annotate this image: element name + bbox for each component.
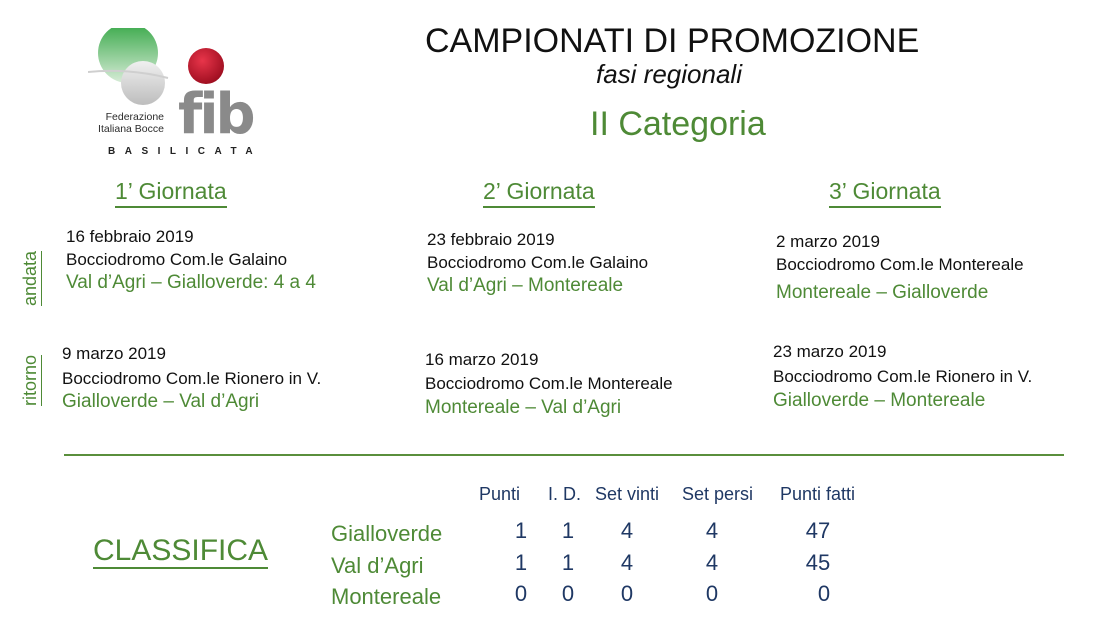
- fib-logo: [88, 28, 278, 160]
- g3-andata-match: Montereale – Gialloverde: [776, 282, 989, 303]
- col-header-punti: Punti: [479, 484, 521, 504]
- andata-label: andata: [20, 250, 40, 306]
- standings-value: 0: [817, 581, 831, 606]
- standings-value: 1: [561, 550, 575, 575]
- standings-value: 47: [805, 518, 831, 543]
- col-header-set-vinti: Set vinti: [595, 484, 660, 504]
- g1-andata-match: Val d’Agri – Gialloverde: 4 a 4: [66, 272, 316, 293]
- standings-value: 4: [705, 550, 719, 575]
- g1-andata-date: 16 febbraio 2019: [66, 227, 194, 246]
- standings-value: 0: [514, 581, 528, 606]
- col-header-id: I. D.: [548, 484, 582, 504]
- standings-value: 4: [620, 518, 634, 543]
- g2-ritorno-match: Montereale – Val d’Agri: [425, 397, 622, 418]
- g3-ritorno-date: 23 marzo 2019: [773, 342, 887, 361]
- g1-ritorno-match: Gialloverde – Val d’Agri: [62, 391, 260, 412]
- g2-andata-date: 23 febbraio 2019: [427, 230, 555, 249]
- ritorno-label: ritorno: [20, 354, 40, 406]
- standings-value: 1: [561, 518, 575, 543]
- giornata-3-heading: 3’ Giornata: [829, 178, 941, 208]
- logo-line-1: Federazione: [105, 111, 164, 123]
- standings-value: 0: [705, 581, 719, 606]
- standings-team: Gialloverde: [331, 521, 443, 546]
- g1-andata-venue: Bocciodromo Com.le Galaino: [66, 250, 288, 269]
- g3-andata-venue: Bocciodromo Com.le Montereale: [776, 255, 1024, 274]
- standings-value: 45: [805, 550, 831, 575]
- g2-andata-venue: Bocciodromo Com.le Galaino: [427, 253, 649, 272]
- logo-line-2: Italiana Bocce: [98, 123, 164, 135]
- page-subtitle: fasi regionali: [596, 59, 742, 89]
- standings-team: Montereale: [331, 584, 442, 609]
- g2-andata-match: Val d’Agri – Montereale: [427, 275, 624, 296]
- giornata-1-heading: 1’ Giornata: [115, 178, 227, 208]
- standings-value: 4: [620, 550, 634, 575]
- logo-acronym: fib: [178, 82, 253, 147]
- classifica-title: CLASSIFICA: [93, 534, 269, 567]
- g3-ritorno-match: Gialloverde – Montereale: [773, 390, 986, 411]
- col-header-punti-fatti: Punti fatti: [780, 484, 856, 504]
- page-title: CAMPIONATI DI PROMOZIONE: [425, 22, 920, 60]
- standings-team: Val d’Agri: [331, 553, 424, 578]
- g1-ritorno-date: 9 marzo 2019: [62, 344, 166, 363]
- g1-ritorno-venue: Bocciodromo Com.le Rionero in V.: [62, 369, 322, 388]
- standings-value: 1: [514, 518, 528, 543]
- standings-value: 4: [705, 518, 719, 543]
- standings-value: 1: [514, 550, 528, 575]
- g3-andata-date: 2 marzo 2019: [776, 232, 880, 251]
- giornata-2-heading: 2’ Giornata: [483, 178, 595, 208]
- g2-ritorno-venue: Bocciodromo Com.le Montereale: [425, 374, 673, 393]
- logo-region: BASILICATA: [108, 146, 263, 157]
- g2-ritorno-date: 16 marzo 2019: [425, 350, 539, 369]
- standings-value: 0: [620, 581, 634, 606]
- col-header-set-persi: Set persi: [682, 484, 754, 504]
- standings-value: 0: [561, 581, 575, 606]
- g3-ritorno-venue: Bocciodromo Com.le Rionero in V.: [773, 367, 1033, 386]
- section-divider: [64, 454, 1064, 456]
- category-title: II Categoria: [590, 105, 766, 143]
